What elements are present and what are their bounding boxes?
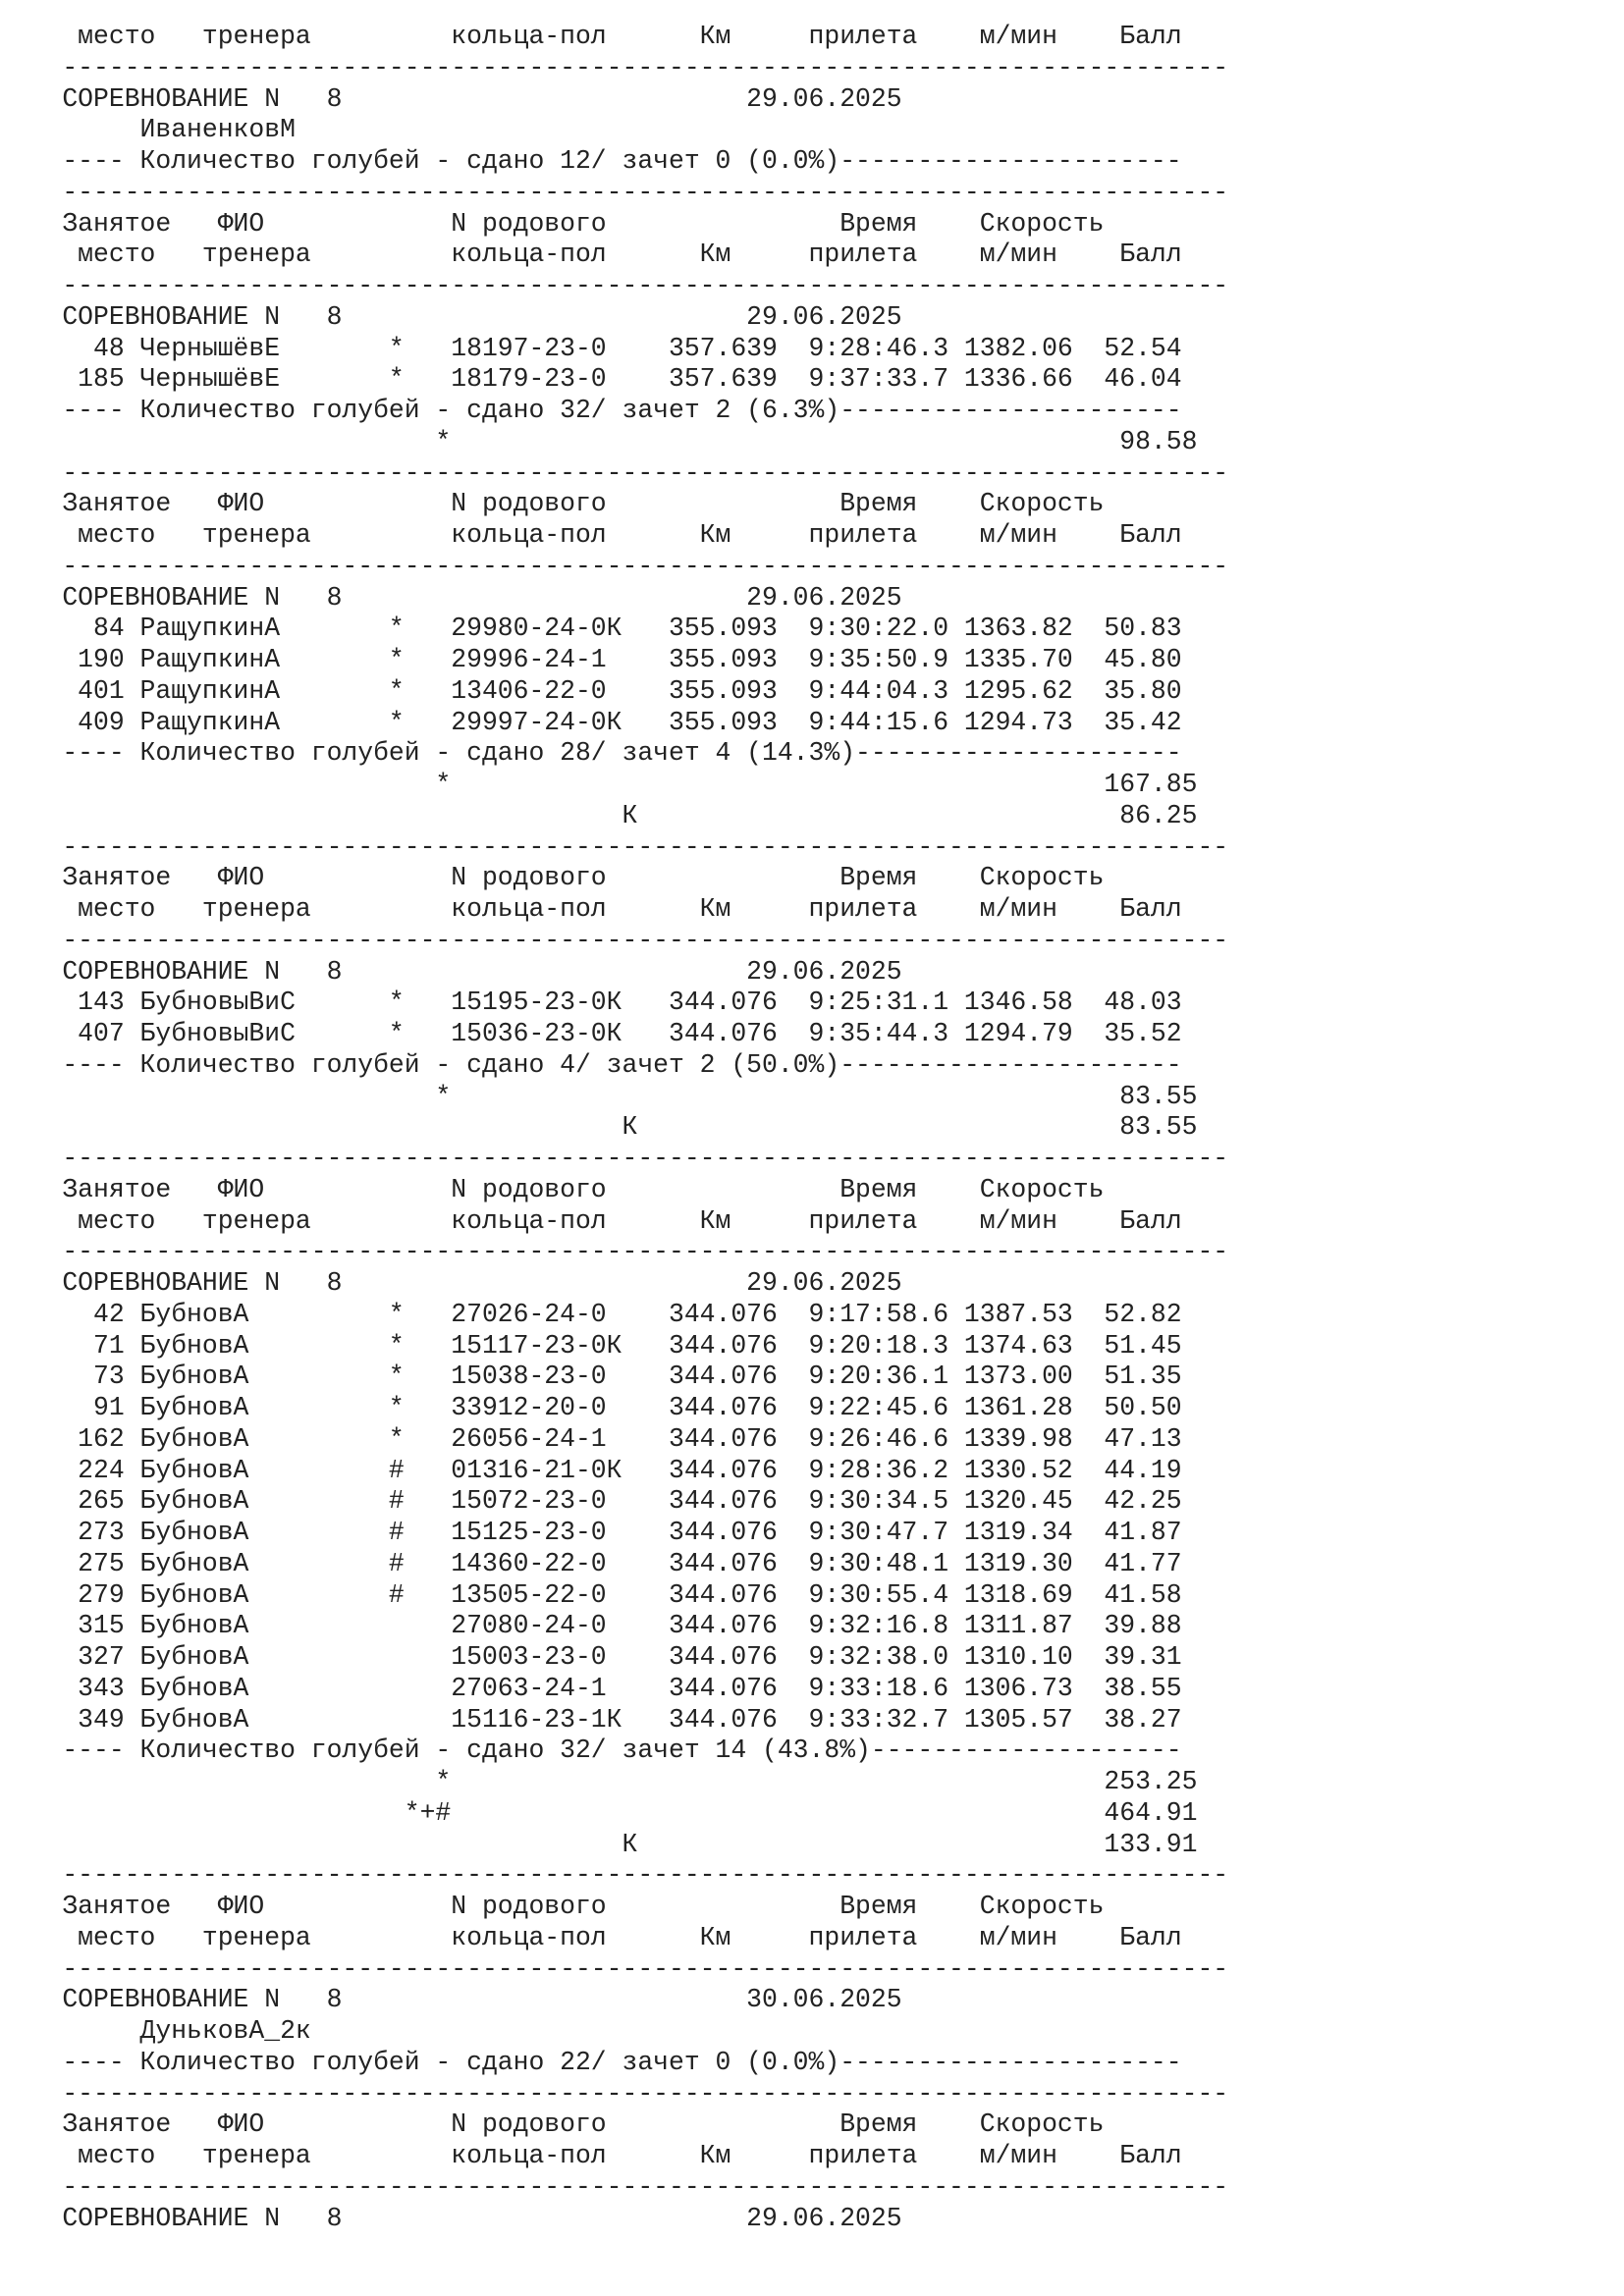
printout-line: 343 БубновА 27063-24-1 344.076 9:33:18.6 1306.73 38.55 bbox=[0, 1673, 1182, 1703]
printout-line: --------------------------------------------------------------------------- bbox=[0, 1860, 1229, 1891]
printout-line: 224 БубновА # 01316-21-0К 344.076 9:28:36.2 1330.52 44.19 bbox=[0, 1455, 1182, 1485]
printout-line: 84 РащупкинА * 29980-24-0К 355.093 9:30:22.0 1363.82 50.83 bbox=[0, 614, 1182, 644]
printout-line: --------------------------------------------------------------------------- bbox=[0, 1237, 1229, 1267]
printout-line: ---- Количество голубей - сдано 12/ зачет 0 (0.0%)---------------------- bbox=[0, 146, 1182, 176]
printout-line: 265 БубновА # 15072-23-0 344.076 9:30:34.5 1320.45 42.25 bbox=[0, 1486, 1182, 1517]
printout-line: К 133.91 bbox=[0, 1829, 1198, 1859]
printout-line: СОРЕВНОВАНИЕ N 8 29.06.2025 bbox=[0, 83, 902, 114]
printout-line: 91 БубновА * 33912-20-0 344.076 9:22:45.6 1361.28 50.50 bbox=[0, 1393, 1182, 1422]
printout-line: 407 БубновыВиС * 15036-23-0К 344.076 9:35:44.3 1294.79 35.52 bbox=[0, 1019, 1182, 1048]
printout-line: --------------------------------------------------------------------------- bbox=[0, 271, 1229, 300]
printout-line: * 98.58 bbox=[0, 426, 1198, 456]
printout-line: 162 БубновА * 26056-24-1 344.076 9:26:46.6 1339.98 47.13 bbox=[0, 1423, 1182, 1454]
printout-line: ---- Количество голубей - сдано 4/ зачет 2 (50.0%)---------------------- bbox=[0, 1049, 1182, 1080]
printout-line: 401 РащупкинА * 13406-22-0 355.093 9:44:04.3 1295.62 35.80 bbox=[0, 675, 1182, 706]
printout-line: * 253.25 bbox=[0, 1767, 1198, 1796]
printout-line: ИваненковМ bbox=[0, 115, 296, 145]
printout-line: ---- Количество голубей - сдано 28/ зачет 4 (14.3%)--------------------- bbox=[0, 738, 1182, 769]
printout-line: К 83.55 bbox=[0, 1112, 1198, 1143]
printout-line: место тренера кольца-пол Км прилета м/мин Балл bbox=[0, 240, 1182, 270]
printout-line: *+# 464.91 bbox=[0, 1797, 1198, 1828]
printout-line: СОРЕВНОВАНИЕ N 8 29.06.2025 bbox=[0, 582, 902, 613]
printout-line: место тренера кольца-пол Км прилета м/мин Балл bbox=[0, 1205, 1182, 1236]
printout-line: К 86.25 bbox=[0, 800, 1198, 830]
printout-line: 279 БубновА # 13505-22-0 344.076 9:30:55.4 1318.69 41.58 bbox=[0, 1579, 1182, 1610]
printout-line: Занятое ФИО N родового Время Скорость bbox=[0, 2109, 1105, 2140]
printout-line: 185 ЧернышёвЕ * 18179-23-0 357.639 9:37:33.7 1336.66 46.04 bbox=[0, 364, 1182, 395]
printout-line: 273 БубновА # 15125-23-0 344.076 9:30:47.7 1319.34 41.87 bbox=[0, 1518, 1182, 1547]
printout-line: --------------------------------------------------------------------------- bbox=[0, 925, 1229, 955]
printout-line: место тренера кольца-пол Км прилета м/мин Балл bbox=[0, 22, 1182, 51]
printout-line: 275 БубновА # 14360-22-0 344.076 9:30:48.1 1319.30 41.77 bbox=[0, 1548, 1182, 1578]
printout-line: 190 РащупкинА * 29996-24-1 355.093 9:35:50.9 1335.70 45.80 bbox=[0, 645, 1182, 674]
printout-line: * 167.85 bbox=[0, 770, 1198, 799]
printout-line: --------------------------------------------------------------------------- bbox=[0, 831, 1229, 862]
printout-line: 73 БубновА * 15038-23-0 344.076 9:20:36.1 1373.00 51.35 bbox=[0, 1362, 1182, 1392]
printout-line: 71 БубновА * 15117-23-0К 344.076 9:20:18.3 1374.63 51.45 bbox=[0, 1330, 1182, 1361]
printout-line: --------------------------------------------------------------------------- bbox=[0, 551, 1229, 581]
printout-line: 42 БубновА * 27026-24-0 344.076 9:17:58.6 1387.53 52.82 bbox=[0, 1299, 1182, 1329]
printout-line: ---- Количество голубей - сдано 32/ зачет 2 (6.3%)---------------------- bbox=[0, 396, 1182, 425]
printout-line: ДуньковА_2к bbox=[0, 2016, 311, 2046]
printout-line: --------------------------------------------------------------------------- bbox=[0, 1953, 1229, 1984]
printout-line: --------------------------------------------------------------------------- bbox=[0, 2078, 1229, 2109]
printout-line: Занятое ФИО N родового Время Скорость bbox=[0, 208, 1105, 239]
printout-line: 315 БубновА 27080-24-0 344.076 9:32:16.8 1311.87 39.88 bbox=[0, 1611, 1182, 1641]
printout-line: СОРЕВНОВАНИЕ N 8 29.06.2025 bbox=[0, 956, 902, 987]
printout-line: * 83.55 bbox=[0, 1081, 1198, 1111]
printout-line: Занятое ФИО N родового Время Скорость bbox=[0, 1892, 1105, 1921]
printout-line: СОРЕВНОВАНИЕ N 8 29.06.2025 bbox=[0, 2203, 902, 2233]
printout-line: СОРЕВНОВАНИЕ N 8 29.06.2025 bbox=[0, 301, 902, 332]
printout-line: Занятое ФИО N родового Время Скорость bbox=[0, 489, 1105, 519]
results-printout bbox=[0, 22, 1624, 2234]
printout-line: ---- Количество голубей - сдано 22/ зачет 0 (0.0%)---------------------- bbox=[0, 2047, 1182, 2077]
printout-line: место тренера кольца-пол Км прилета м/мин Балл bbox=[0, 2141, 1182, 2170]
printout-line: --------------------------------------------------------------------------- bbox=[0, 177, 1229, 207]
printout-line: 409 РащупкинА * 29997-24-0К 355.093 9:44:15.6 1294.73 35.42 bbox=[0, 707, 1182, 737]
printout-line: 327 БубновА 15003-23-0 344.076 9:32:38.0 1310.10 39.31 bbox=[0, 1642, 1182, 1672]
printout-line: место тренера кольца-пол Км прилета м/мин Балл bbox=[0, 894, 1182, 924]
printout-line: 48 ЧернышёвЕ * 18197-23-0 357.639 9:28:46.3 1382.06 52.54 bbox=[0, 333, 1182, 363]
printout-line: ---- Количество голубей - сдано 32/ зачет 14 (43.8%)-------------------- bbox=[0, 1735, 1182, 1766]
printout-line: --------------------------------------------------------------------------- bbox=[0, 1144, 1229, 1173]
printout-line: 143 БубновыВиС * 15195-23-0К 344.076 9:25:31.1 1346.58 48.03 bbox=[0, 988, 1182, 1018]
printout-line: место тренера кольца-пол Км прилета м/мин Балл bbox=[0, 520, 1182, 550]
printout-line: Занятое ФИО N родового Время Скорость bbox=[0, 863, 1105, 893]
printout-line: СОРЕВНОВАНИЕ N 8 29.06.2025 bbox=[0, 1268, 902, 1298]
printout-line: Занятое ФИО N родового Время Скорость bbox=[0, 1174, 1105, 1204]
printout-line: --------------------------------------------------------------------------- bbox=[0, 52, 1229, 82]
printout-line: --------------------------------------------------------------------------- bbox=[0, 457, 1229, 488]
printout-line: СОРЕВНОВАНИЕ N 8 30.06.2025 bbox=[0, 1985, 902, 2015]
printout-line: 349 БубновА 15116-23-1К 344.076 9:33:32.7 1305.57 38.27 bbox=[0, 1704, 1182, 1735]
printout-line: место тренера кольца-пол Км прилета м/мин Балл bbox=[0, 1922, 1182, 1952]
printout-line: --------------------------------------------------------------------------- bbox=[0, 2171, 1229, 2202]
